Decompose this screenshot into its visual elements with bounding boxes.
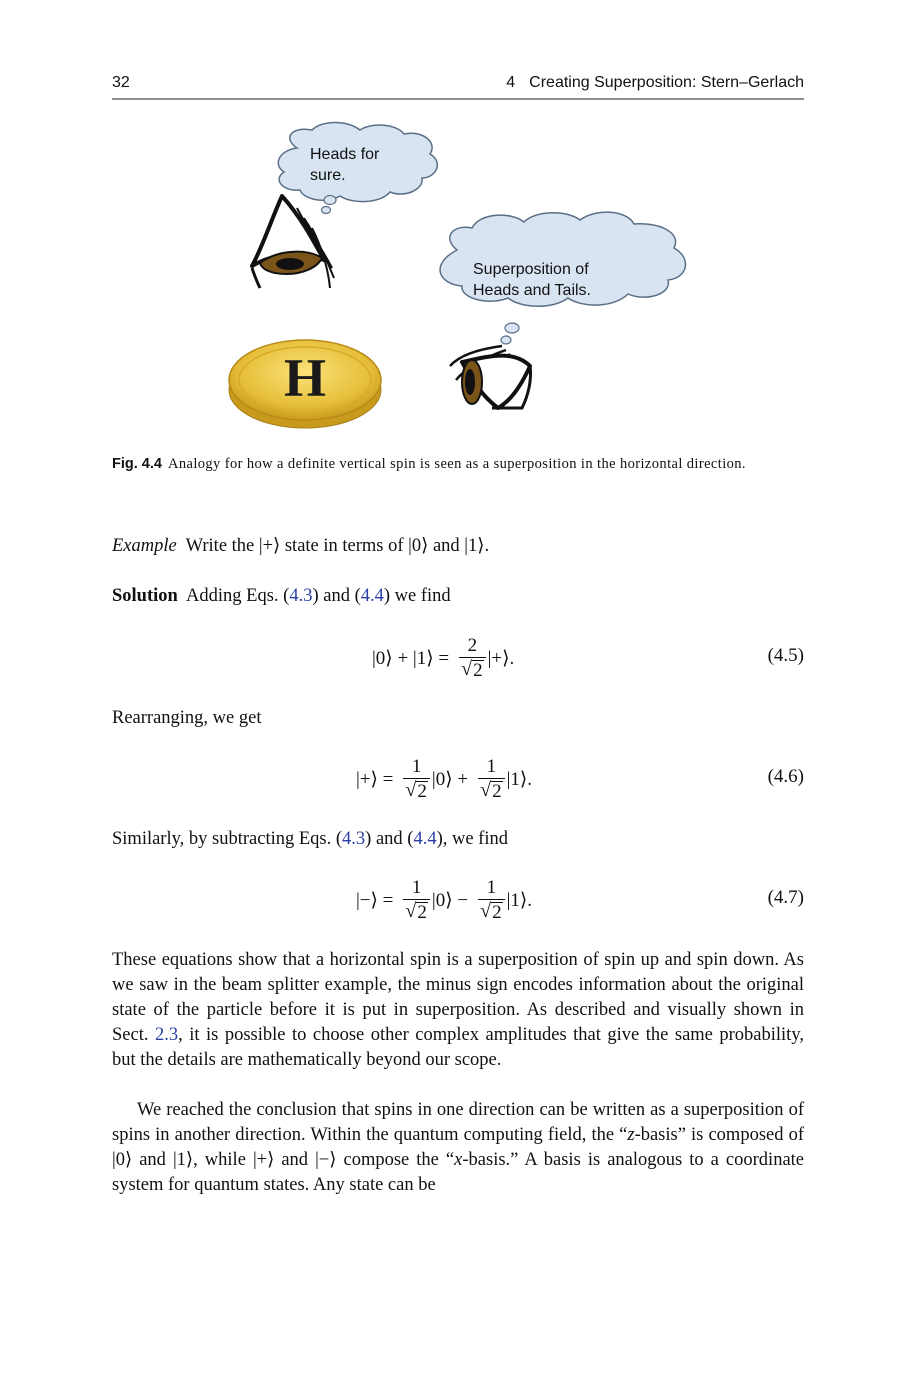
eq45-lhs: |0⟩ + |1⟩ = [372, 647, 450, 669]
eq46-fraction-1 [403, 756, 429, 803]
similarly-text-a: Similarly, by subtracting Eqs. ( [112, 829, 343, 849]
eq45-radicand: 2 [473, 659, 483, 681]
eq-ref-4-3-b[interactable]: 4.3 [342, 829, 366, 849]
body-paragraph-1 [112, 948, 804, 1073]
equation-4-7 [112, 870, 804, 930]
eq46-fraction-2 [478, 756, 504, 803]
running-head-title [506, 74, 804, 92]
section-ref-2-3[interactable]: 2.3 [154, 1025, 179, 1045]
chapter-number: 4 [506, 74, 516, 91]
figure-caption [112, 454, 804, 475]
caption-label: Fig. 4.4 [112, 456, 162, 472]
page-number: 32 [112, 74, 130, 91]
coin-letter: H [283, 348, 327, 408]
eq-ref-4-4-b[interactable]: 4.4 [413, 829, 437, 849]
eq46-numerator-1: 1 [411, 755, 422, 777]
eq46-number: (4.6) [767, 766, 804, 787]
para2-text-c: -basis.” A basis is analogous to a coordinate system for quantum states. Any state can be [112, 1150, 805, 1195]
eq46-numerator-2: 1 [486, 755, 497, 777]
similarly-paragraph [112, 827, 804, 852]
para2-text-b: -basis” is composed of |0⟩ and |1⟩, while |+⟩ and |−⟩ compose the “ [112, 1125, 804, 1170]
eq45-number: (4.5) [767, 645, 804, 666]
solution-paragraph [112, 584, 804, 609]
figure-4-4 [112, 118, 804, 438]
equation-4-6 [112, 749, 804, 809]
eq47-denominator-2: √ 2 [478, 899, 504, 924]
eq45-denominator: √ 2 [459, 657, 485, 682]
body-paragraph-2 [112, 1098, 804, 1198]
eq46-denominator-1: √ 2 [403, 778, 429, 803]
bubble-right-line2: Heads and Tails. [473, 282, 591, 299]
eq45-numerator: 2 [467, 634, 478, 656]
thought-bubble-top [278, 123, 437, 214]
eq-ref-4-3[interactable]: 4.3 [289, 586, 313, 606]
eq47-fraction-1 [403, 877, 429, 924]
eq46-ket-1: |0⟩ + [431, 768, 469, 790]
equation-4-5 [112, 628, 804, 688]
eq47-numerator-1: 1 [411, 876, 422, 898]
eq45-fraction [459, 635, 485, 682]
eye-side-icon [450, 346, 531, 408]
bubble-top-line2: sure. [310, 167, 346, 184]
eq46-denominator-2: √ 2 [478, 778, 504, 803]
solution-label: Solution [112, 586, 178, 606]
eq46-ket-2: |1⟩. [506, 768, 533, 790]
example-paragraph [112, 534, 804, 559]
eq47-radicand-1: 2 [417, 901, 427, 923]
coin-heads-icon [229, 340, 381, 428]
eq47-numerator-2: 1 [486, 876, 497, 898]
example-text: Write the |+⟩ state in terms of |0⟩ and |1⟩. [185, 536, 490, 556]
solution-text-a: Adding Eqs. ( [186, 586, 290, 606]
eq47-ket-2: |1⟩. [506, 889, 533, 911]
similarly-text-c: ), we find [436, 829, 508, 849]
eq46-lhs: |+⟩ = [356, 768, 394, 790]
para2-z-var: z [627, 1125, 635, 1145]
eq47-number: (4.7) [767, 887, 804, 908]
eq46-radicand-2: 2 [492, 780, 502, 802]
eq47-denominator-1: √ 2 [403, 899, 429, 924]
eq47-ket-1: |0⟩ − [431, 889, 469, 911]
para2-x-var: x [454, 1150, 463, 1170]
para1-text-a: These equations show that a horizontal spin is a superposition of spin up and spin down. As we saw in the beam splitter example, the minus sign encodes information about the original state of the particle before it is put in superposition. As described and visually shown in Sect. [112, 950, 804, 1045]
solution-text-b: ) and ( [312, 586, 361, 606]
solution-text-c: ) we find [383, 586, 451, 606]
bubble-top-line1: Heads for [310, 146, 380, 163]
para1-text-b: , it is possible to choose other complex amplitudes that give the same probability, but the details are mathematically beyond our scope. [112, 1025, 804, 1070]
bubble-right-line1: Superposition of [473, 261, 589, 278]
eq47-fraction-2 [478, 877, 504, 924]
caption-text: Analogy for how a definite vertical spin is seen as a superposition in the horizontal direction. [167, 456, 746, 472]
example-label: Example [112, 536, 177, 556]
eq47-radicand-2: 2 [492, 901, 502, 923]
figure-illustration [112, 118, 804, 438]
eq-ref-4-4[interactable]: 4.4 [360, 586, 384, 606]
running-header [112, 70, 804, 100]
eq45-rhs: |+⟩. [487, 647, 515, 669]
chapter-title: Creating Superposition: Stern–Gerlach [529, 74, 804, 91]
rearranging-text: Rearranging, we get [112, 708, 262, 728]
thought-bubble-right [440, 212, 685, 344]
eq47-lhs: |−⟩ = [356, 889, 394, 911]
para2-text-a: We reached the conclusion that spins in one direction can be written as a superposition of spins in another direction. Within the quantum computing field, the “ [112, 1100, 804, 1145]
similarly-text-b: ) and ( [365, 829, 414, 849]
eq46-radicand-1: 2 [417, 780, 427, 802]
